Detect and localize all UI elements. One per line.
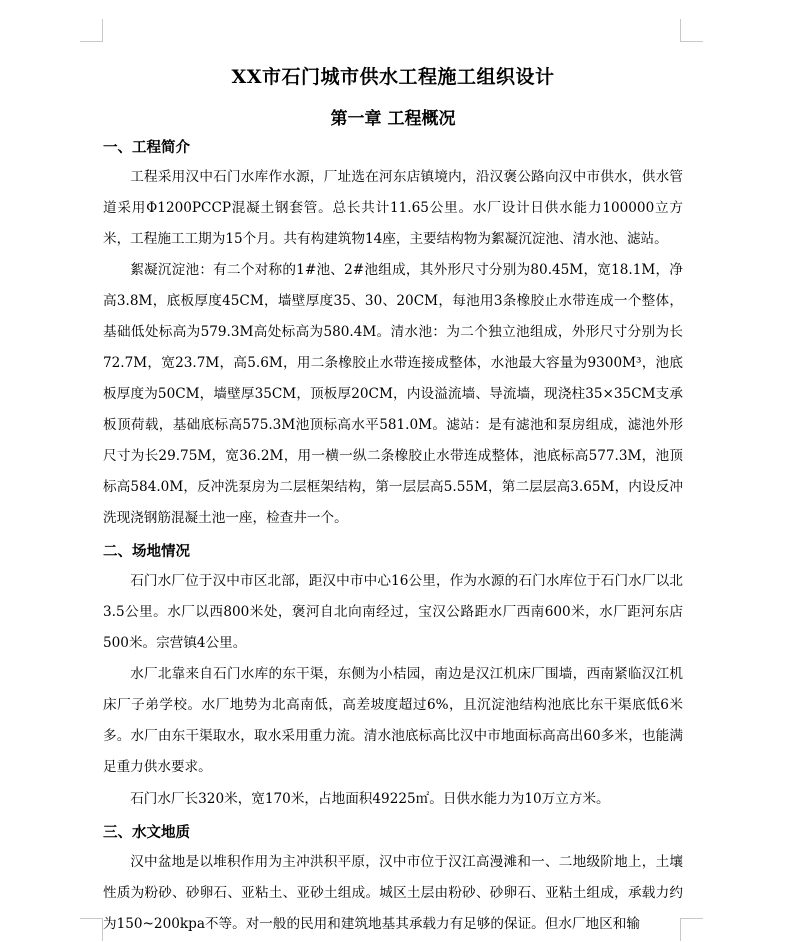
section-heading-2: 二、场地情况 [103, 543, 190, 560]
paragraph-2-1: 石门水厂位于汉中市区北部，距汉中市中心16公里，作为水源的石门水库位于石门水厂以北3.5公里。水厂以西800米处，褒河自北向南经过，宝汉公路距水厂西南600米，水厂距河东店500米。宗营镇4公里。 [103, 573, 683, 651]
paragraph-2-3: 石门水厂长320米，宽170米，占地面积49225㎡。日供水能力为10万立方米。 [130, 791, 610, 807]
paragraph-1-1: 工程采用汉中石门水库作水源，厂址选在河东店镇境内，沿汉褒公路向汉中市供水，供水管道采用Φ1200PCCP混凝土钢套管。总长共计11.65公里。水厂设计日供水能力100000立方米，工程施工工期为15个月。共有构建筑物14座，主要结构物为絮凝沉淀池、清水池、滤站。 [103, 169, 683, 247]
section-heading-1: 一、工程简介 [103, 139, 190, 156]
crop-mark-bottom-left [80, 918, 103, 941]
section-heading-3: 三、水文地质 [103, 824, 190, 841]
paragraph-1-2: 絮凝沉淀池：有二个对称的1#池、2#池组成，其外形尺寸分别为80.45M，宽18.1M，净高3.8M，底板厚度45CM，墙壁厚度35、30、20CM，每池用3条橡胶止水带连成一个整体，基础低处标高为579.3M高处标高为580.4M。清水池：为二个独立池组成，外形尺寸分别为长72.7M，宽23.7M，高5.6M，用二条橡胶止水带连接成整体，水池最大容量为9300M³，池底板厚度为50CM，墙壁厚35CM，顶板厚20CM，内设溢流墙、导流墙，现浇柱35×35CM支承板顶荷载，基础底标高575.3M池顶标高水平581.0M。滤站：是有滤池和泵房组成，滤池外形尺寸为长29.75M，宽36.2M，用一横一纵二条橡胶止水带连成整体，池底标高577.3M，池顶标高584.0M，反冲洗泵房为二层框架结构，第一层层高5.55M，第二层层高3.65M，内设反冲洗现浇钢筋混凝土池一座，检查井一个。 [103, 262, 683, 526]
paragraph-2-2: 水厂北靠来自石门水库的东干渠，东侧为小桔园，南边是汉江机床厂围墙，西南紧临汉江机床厂子弟学校。水厂地势为北高南低，高差坡度超过6%，且沉淀池结构池底比东干渠底低6米多。水厂由东干渠取水，取水采用重力流。清水池底标高比汉中市地面标高高出60多米，也能满足重力供水要求。 [103, 666, 683, 775]
document-title: XX市石门城市供水工程施工组织设计 [231, 66, 555, 88]
crop-mark-top-left [80, 19, 103, 42]
crop-mark-top-right [680, 19, 703, 42]
chapter-heading: 第一章 工程概况 [330, 109, 456, 129]
paragraph-3-1: 汉中盆地是以堆积作用为主冲洪积平原，汉中市位于汉江高漫滩和一、二地级阶地上，土壤性质为粉砂、砂卵石、亚粘土、亚砂土组成。城区土层由粉砂、砂卵石、亚粘土组成，承载力约为150~200kpa不等。对一般的民用和建筑地基其承载力有足够的保证。但水厂地区和输 [103, 854, 683, 932]
crop-mark-bottom-right [680, 918, 703, 941]
